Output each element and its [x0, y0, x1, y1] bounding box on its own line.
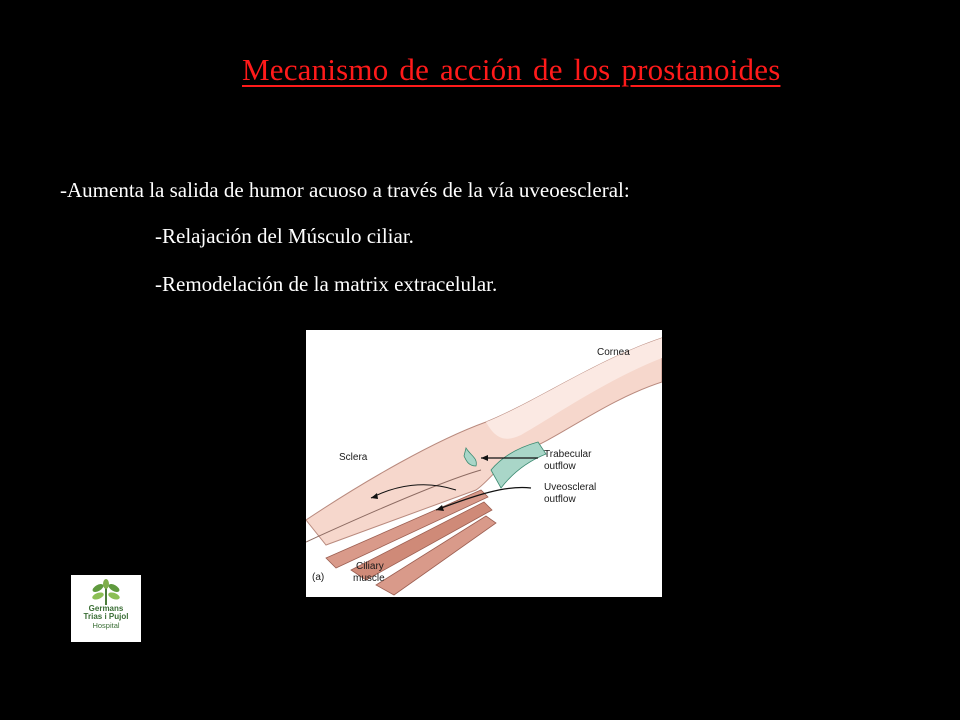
ciliary-label-line1: Ciliary — [356, 561, 384, 572]
slide-title: Mecanismo de acción de los prostanoides — [242, 52, 781, 87]
trabecular-label-line2: outflow — [544, 461, 576, 472]
bullet-matrix-remodeling: -Remodelación de la matrix extracelular. — [155, 272, 498, 296]
logo-text-line3: Hospital — [92, 621, 120, 630]
trabecular-label-line1: Trabecular — [544, 449, 592, 460]
ciliary-label-line2: muscle — [353, 573, 385, 584]
uveoscleral-label-line2: outflow — [544, 494, 576, 505]
sclera-label: Sclera — [339, 452, 368, 463]
logo-text-line2: Trias i Pujol — [83, 612, 129, 621]
eye-outflow-diagram — [306, 330, 662, 597]
uveoscleral-label-line1: Uveoscleral — [544, 482, 597, 493]
logo-text-line1: Germans — [88, 604, 124, 613]
tree-icon — [89, 579, 123, 605]
cornea-label: Cornea — [597, 347, 630, 358]
bullet-ciliary-relaxation: -Relajación del Músculo ciliar. — [155, 224, 414, 248]
bullet-aqueous-outflow: -Aumenta la salida de humor acuoso a través de la vía uveoescleral: — [60, 178, 630, 202]
hospital-logo — [71, 575, 141, 642]
panel-label: (a) — [312, 572, 325, 583]
